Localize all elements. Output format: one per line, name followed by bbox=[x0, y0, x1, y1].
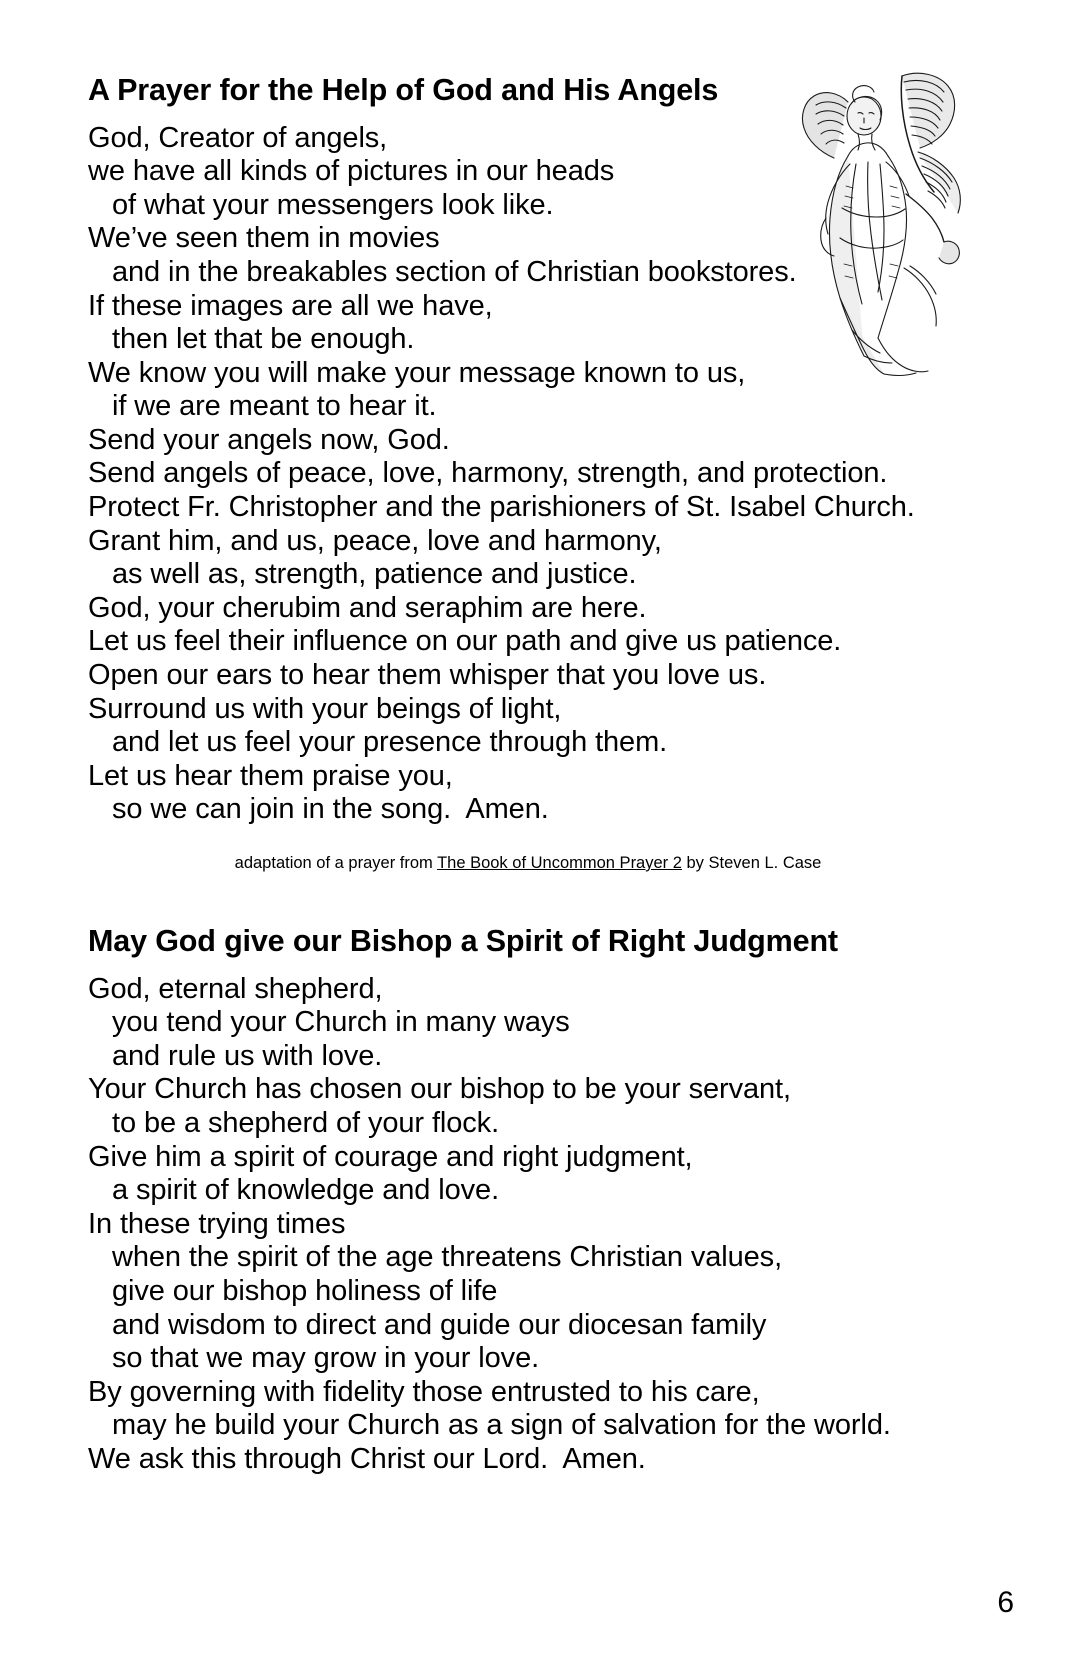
prayer-line: when the spirit of the age threatens Christian values, bbox=[112, 1241, 783, 1274]
prayer-attribution bbox=[88, 853, 998, 873]
prayer-line: We know you will make your message known to us, bbox=[88, 356, 746, 389]
prayer-line: we have all kinds of pictures in our heads bbox=[88, 155, 615, 188]
prayer-line: We ask this through Christ our Lord. Amen. bbox=[88, 1442, 646, 1475]
prayer-line: Let us feel their influence on our path and give us patience. bbox=[88, 625, 842, 658]
prayer-line: so that we may grow in your love. bbox=[112, 1342, 540, 1375]
page-number: 6 bbox=[997, 1586, 1014, 1619]
prayer-line: you tend your Church in many ways bbox=[112, 1006, 570, 1039]
attribution-book-title: The Book of Uncommon Prayer 2 bbox=[437, 854, 682, 873]
prayer-line: and wisdom to direct and guide our diocesan family bbox=[112, 1308, 767, 1341]
section-title-bishop: May God give our Bishop a Spirit of Right Judgment bbox=[88, 924, 838, 959]
prayer-line: then let that be enough. bbox=[112, 323, 415, 356]
prayer-line: God, eternal shepherd, bbox=[88, 972, 383, 1005]
prayer-line: Let us hear them praise you, bbox=[88, 759, 453, 792]
prayer-line: Surround us with your beings of light, bbox=[88, 692, 562, 725]
prayer-line: so we can join in the song. Amen. bbox=[112, 793, 549, 826]
prayer-line: If these images are all we have, bbox=[88, 289, 493, 322]
prayer-line: Protect Fr. Christopher and the parishioners of St. Isabel Church. bbox=[88, 491, 915, 524]
prayer-line: Open our ears to hear them whisper that you love us. bbox=[88, 659, 767, 692]
prayer-line: if we are meant to hear it. bbox=[112, 390, 437, 423]
page-content bbox=[88, 74, 998, 1476]
prayer-line: By governing with fidelity those entrusted to his care, bbox=[88, 1375, 760, 1408]
prayer-line: Send your angels now, God. bbox=[88, 423, 450, 456]
prayer-line: We’ve seen them in movies bbox=[88, 222, 440, 255]
prayer-line: and in the breakables section of Christian bookstores. bbox=[112, 255, 797, 288]
prayer-line: Give him a spirit of courage and right judgment, bbox=[88, 1140, 693, 1173]
page-title: A Prayer for the Help of God and His Angels bbox=[88, 73, 719, 107]
prayer-line: and rule us with love. bbox=[112, 1039, 383, 1072]
prayer-line: Grant him, and us, peace, love and harmony, bbox=[88, 524, 662, 557]
prayer-line: may he build your Church as a sign of salvation for the world. bbox=[112, 1409, 891, 1442]
prayer-line: of what your messengers look like. bbox=[112, 188, 554, 221]
prayer-line: Send angels of peace, love, harmony, strength, and protection. bbox=[88, 457, 888, 490]
attribution-suffix: by Steven L. Case bbox=[681, 854, 822, 873]
prayer-line: as well as, strength, patience and justice. bbox=[112, 558, 637, 591]
prayer-section-bishop bbox=[88, 925, 998, 1476]
prayer-line: to be a shepherd of your flock. bbox=[112, 1106, 500, 1139]
attribution-prefix: adaptation of a prayer from bbox=[234, 854, 438, 873]
prayer-text-angels bbox=[88, 122, 998, 827]
prayer-line: In these trying times bbox=[88, 1207, 346, 1240]
prayer-line: give our bishop holiness of life bbox=[112, 1274, 498, 1307]
prayer-line: and let us feel your presence through them. bbox=[112, 726, 668, 759]
prayer-text-bishop bbox=[88, 973, 998, 1477]
prayer-line: God, your cherubim and seraphim are here. bbox=[88, 591, 647, 624]
prayer-line: God, Creator of angels, bbox=[88, 121, 388, 154]
prayer-line: Your Church has chosen our bishop to be your servant, bbox=[88, 1073, 791, 1106]
prayer-line: a spirit of knowledge and love. bbox=[112, 1174, 500, 1207]
prayer-section-angels bbox=[88, 74, 998, 873]
